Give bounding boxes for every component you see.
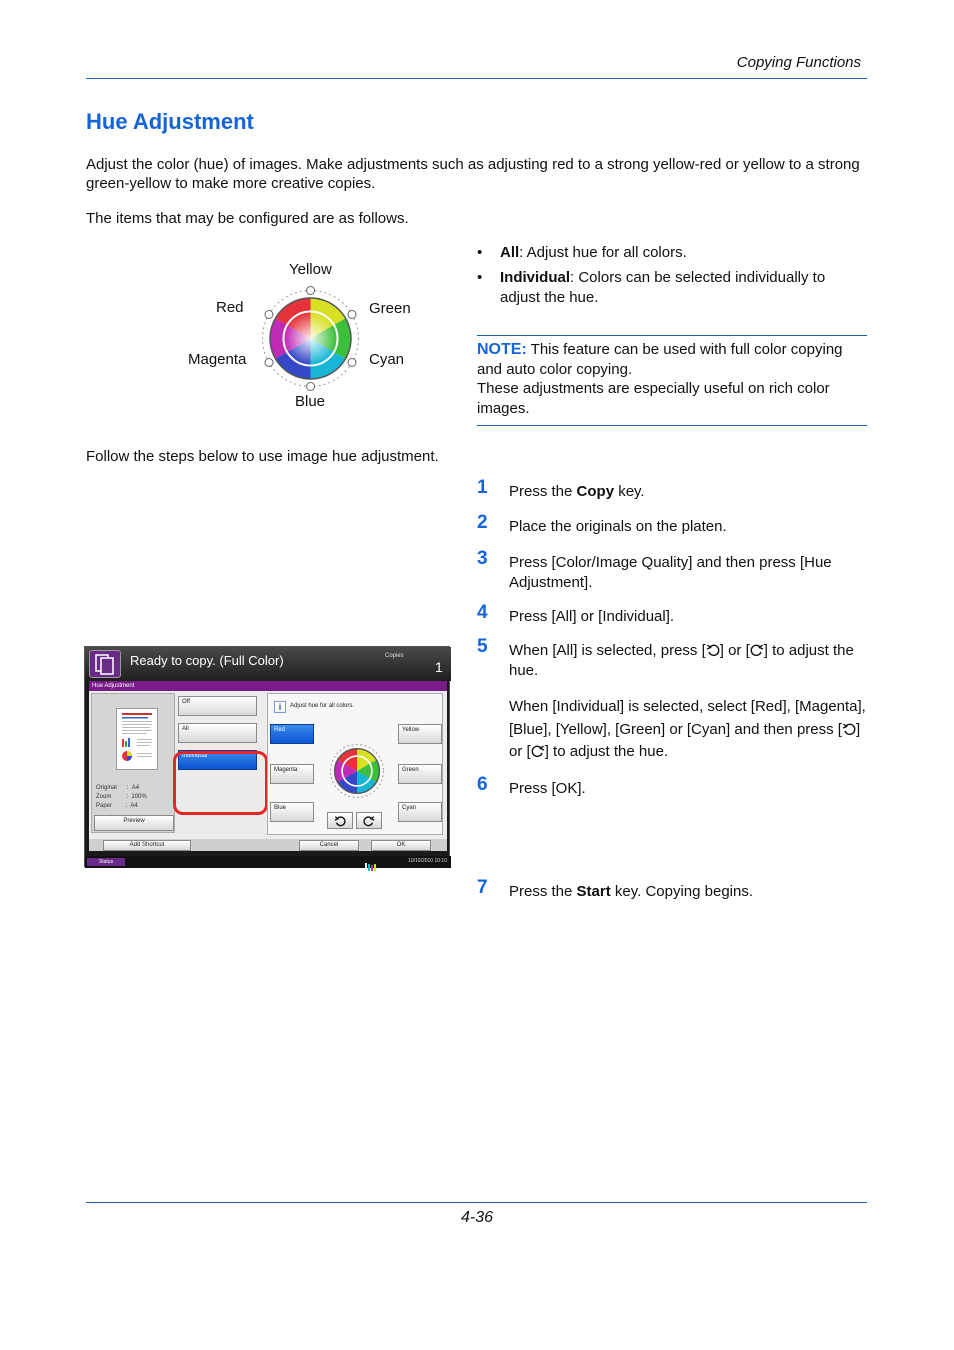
screen-title-bar: Hue Adjustment [89,681,447,691]
info-zoom: Zoom : 100% [96,794,147,800]
hue-panel [267,693,443,835]
magenta-button[interactable]: Magenta [270,764,314,784]
label-cyan: Cyan [369,351,405,368]
add-shortcut-button[interactable]: Add Shortcut [103,840,191,851]
header-rule [86,78,867,79]
note-line-2: These adjustments are especially useful on rich color images. [477,380,830,417]
items-intro: The items that may be configured are as follows. [86,210,409,227]
status-datetime: 10/10/2010 10:10 [408,858,447,864]
rotate-left-icon [334,815,346,827]
yellow-button[interactable]: Yellow [398,724,442,744]
all-button[interactable]: All [178,723,257,743]
note-box [477,335,867,426]
rotate-left-button[interactable] [327,812,353,829]
footer-rule [86,1202,867,1203]
page-number: 4-36 [461,1209,494,1226]
rotate-right-icon [531,744,545,758]
rotate-left-icon [706,643,720,657]
option-all: • All: Adjust hue for all colors. [477,243,867,263]
intro-paragraph: Adjust the color (hue) of images. Make adjustments such as adjusting red to a strong yellow-red or yellow to a strong green-yellow to make more creative copies. [86,156,860,192]
preview-area [91,693,175,833]
label-magenta: Magenta [188,351,247,368]
note-heading: NOTE: [477,341,527,358]
ready-message: Ready to copy. (Full Color) [130,653,284,668]
follow-steps: Follow the steps below to use image hue adjustment. [86,448,439,465]
label-yellow: Yellow [289,261,332,278]
hint-text: Adjust hue for all colors. [290,703,355,709]
screen-body [89,681,447,839]
option-individual: • Individual: Colors can be selected individually to adjust the hue. [477,268,867,308]
screen-color-wheel-icon [328,742,386,800]
info-paper: Paper : A4 [96,803,138,809]
red-button[interactable]: Red [270,724,314,744]
rotate-right-button[interactable] [356,812,382,829]
option-list [477,243,867,313]
ok-button[interactable]: OK [371,840,431,851]
cancel-button[interactable]: Cancel [299,840,359,851]
copy-mode-icon [89,650,121,678]
preview-page [116,708,158,770]
touch-panel-screenshot [84,646,450,867]
cyan-button[interactable]: Cyan [398,802,442,822]
section-title: Hue Adjustment [86,109,254,134]
hue-wheel-diagram [180,256,430,416]
label-red: Red [216,299,244,316]
off-button[interactable]: Off [178,696,257,716]
running-header: Copying Functions [736,54,861,71]
copies-value: 1 [435,659,443,675]
color-wheel-icon [258,286,363,391]
individual-button[interactable]: Individual [178,750,257,770]
highlight-ring [173,751,268,815]
blue-button[interactable]: Blue [270,802,314,822]
copies-label: Copies [385,653,404,659]
label-green: Green [369,300,411,317]
rotate-right-icon [750,643,764,657]
note-line-1: This feature can be used with full color copying and auto color copying. [477,341,843,378]
preview-button[interactable]: Preview [94,815,174,831]
green-button[interactable]: Green [398,764,442,784]
rotate-right-icon [363,815,375,827]
screen-bottom-bar [89,839,447,851]
screen-header [85,647,451,681]
label-blue: Blue [295,393,326,410]
info-icon: i [274,701,286,713]
rotate-left-icon [842,722,856,736]
status-bar [85,856,451,868]
toner-icon [365,858,377,866]
status-button[interactable]: Status [87,858,125,866]
info-original: Original : A4 [96,785,140,791]
